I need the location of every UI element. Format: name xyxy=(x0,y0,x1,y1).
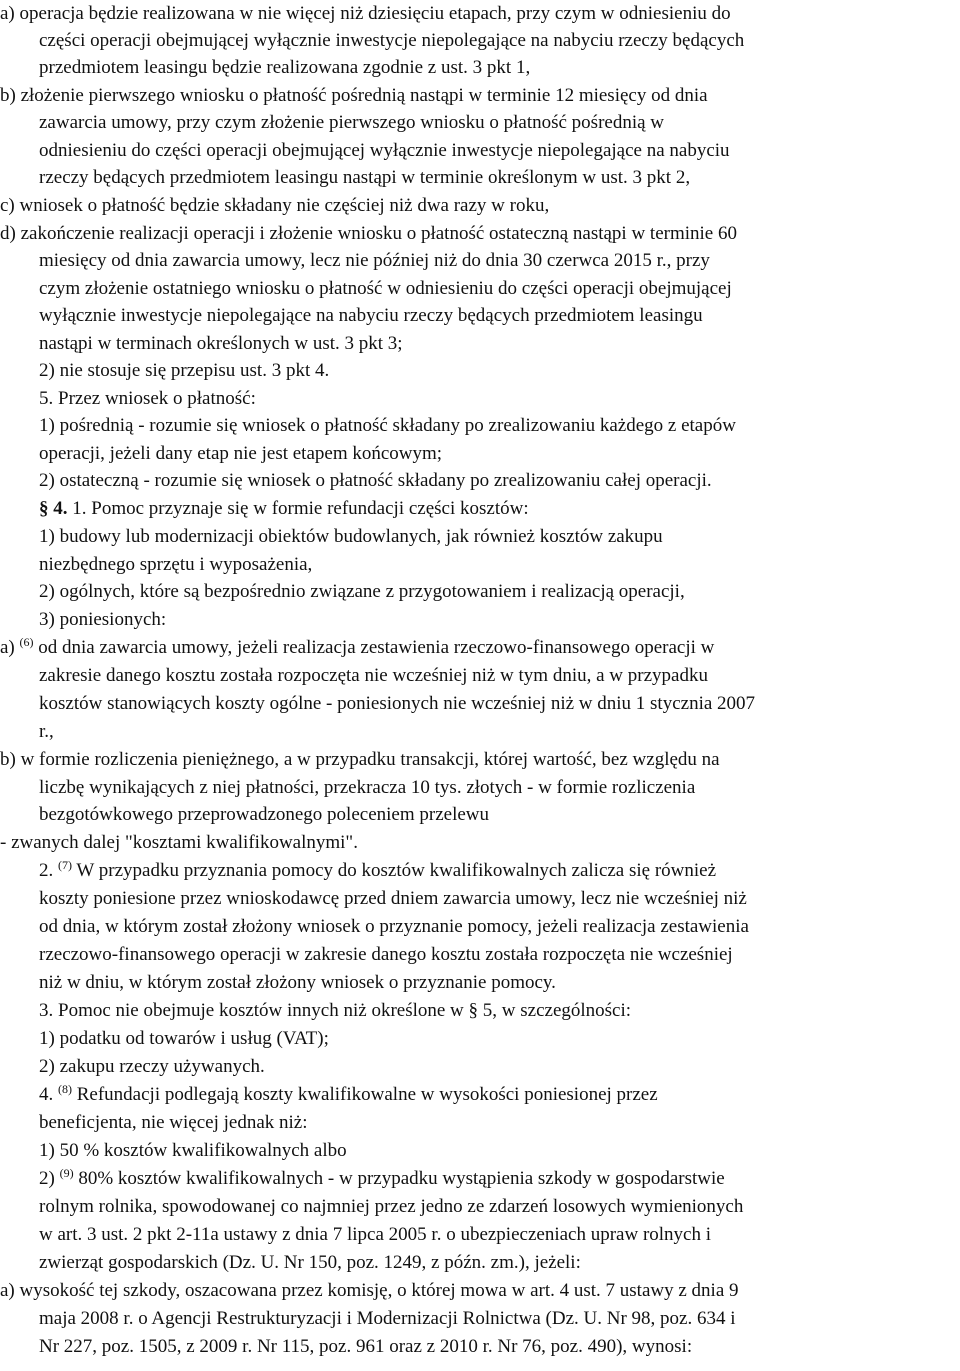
text-line: b) w formie rozliczenia pieniężnego, a w przypadku transakcji, której wartość, bez względu na xyxy=(0,749,720,770)
text-line: Nr 227, poz. 1505, z 2009 r. Nr 115, poz. 961 oraz z 2010 r. Nr 76, poz. 490), wynosi: xyxy=(39,1336,693,1357)
text-line: rolnym rolnika, spowodowanej co najmniej przez jedno ze zdarzeń losowych wymienionych xyxy=(39,1196,744,1217)
text-line: maja 2008 r. o Agencji Restrukturyzacji i Modernizacji Rolnictwa (Dz. U. Nr 98, poz. 634 i xyxy=(39,1308,736,1329)
text-line: zawarcia umowy, przy czym złożenie pierwszego wniosku o płatność pośrednią w xyxy=(39,112,665,133)
text-line: kosztów stanowiących koszty ogólne - poniesionych nie wcześniej niż w dniu 1 stycznia 2007 xyxy=(39,693,756,714)
text-line: d) zakończenie realizacji operacji i złożenie wniosku o płatność ostateczną nastąpi w terminie 60 xyxy=(0,223,737,244)
text-fragment: W przypadku przyznania pomocy do kosztów kwalifikowalnych zalicza się również xyxy=(76,860,717,881)
text-line: 2) ogólnych, które są bezpośrednio związane z przygotowaniem i realizacją operacji, xyxy=(39,581,685,602)
footnote-ref: (9) xyxy=(59,1166,74,1180)
text-line: 1) 50 % kosztów kwalifikowalnych albo xyxy=(39,1140,347,1161)
text-line: 1) podatku od towarów i usług (VAT); xyxy=(39,1028,329,1049)
text-line: 2) nie stosuje się przepisu ust. 3 pkt 4. xyxy=(39,360,330,381)
text-line xyxy=(39,495,529,523)
text-line: miesięcy od dnia zawarcia umowy, lecz nie później niż do dnia 30 czerwca 2015 r., przy xyxy=(39,250,710,271)
text-line: zwierząt gospodarskich (Dz. U. Nr 150, poz. 1249, z późn. zm.), jeżeli: xyxy=(39,1252,581,1273)
text-line: 1) budowy lub modernizacji obiektów budowlanych, jak również kosztów zakupu xyxy=(39,526,663,547)
item-marker: 4. xyxy=(39,1084,54,1105)
section-marker: § 4. xyxy=(39,498,68,519)
text-line: nastąpi w terminach określonych w ust. 3 pkt 3; xyxy=(39,333,403,354)
footnote-ref: (7) xyxy=(58,858,72,872)
item-marker: a) xyxy=(0,637,15,658)
text-line: rzeczy będących przedmiotem leasingu nastąpi w terminie określonym w ust. 3 pkt 2, xyxy=(39,167,691,188)
text-line: - zwanych dalej "kosztami kwalifikowalnymi". xyxy=(0,832,358,853)
text-line: 2) zakupu rzeczy używanych. xyxy=(39,1056,265,1077)
text-line: zakresie danego kosztu została rozpoczęta nie wcześniej niż w tym dniu, a w przypadku xyxy=(39,665,708,686)
text-fragment: Refundacji podlegają koszty kwalifikowalne w wysokości poniesionej przez xyxy=(76,1084,658,1105)
text-line: bezgotówkowego przeprowadzonego poleceniem przelewu xyxy=(39,804,490,825)
item-marker: 2. xyxy=(39,860,54,881)
text-line xyxy=(0,634,714,662)
text-line: części operacji obejmującej wyłącznie inwestycje niepolegające na nabyciu rzeczy będących xyxy=(39,30,745,51)
text-line: niż w dniu, w którym został złożony wniosek o przyznanie pomocy. xyxy=(39,972,556,993)
text-line: rzeczowo-finansowego operacji w zakresie danego kosztu została rozpoczęta nie wcześniej xyxy=(39,944,733,965)
text-line: 3. Pomoc nie obejmuje kosztów innych niż określone w § 5, w szczególności: xyxy=(39,1000,632,1021)
text-line: a) operacja będzie realizowana w nie więcej niż dziesięciu etapach, przy czym w odniesieniu do xyxy=(0,3,731,24)
text-line: wyłącznie inwestycje niepolegające na nabyciu rzeczy będących przedmiotem leasingu xyxy=(39,305,703,326)
text-line: koszty poniesione przez wnioskodawcę przed dniem zawarcia umowy, lecz nie wcześniej niż xyxy=(39,888,747,909)
text-line: odniesieniu do części operacji obejmującej wyłącznie inwestycje niepolegające na nabyciu xyxy=(39,140,730,161)
text-line xyxy=(39,1081,658,1109)
text-line: 1) pośrednią - rozumie się wniosek o płatność składany po zrealizowaniu każdego z etapów xyxy=(39,415,736,436)
text-line xyxy=(39,857,716,885)
text-line: przedmiotem leasingu będzie realizowana zgodnie z ust. 3 pkt 1, xyxy=(39,57,531,78)
text-line xyxy=(39,1165,725,1193)
text-line: beneficjenta, nie więcej jednak niż: xyxy=(39,1112,308,1133)
text-line: czym złożenie ostatniego wniosku o płatność w odniesieniu do części operacji obejmującej xyxy=(39,278,732,299)
text-line: operacji, jeżeli dany etap nie jest etapem końcowym; xyxy=(39,443,443,464)
text-line: liczbę wynikających z niej płatności, przekracza 10 tys. złotych - w formie rozliczenia xyxy=(39,777,696,798)
text-fragment: 1. Pomoc przyznaje się w formie refundacji części kosztów: xyxy=(72,498,529,519)
text-line: b) złożenie pierwszego wniosku o płatność pośrednią nastąpi w terminie 12 miesięcy od dnia xyxy=(0,85,708,106)
text-fragment: 80% kosztów kwalifikowalnych - w przypadku wystąpienia szkody w gospodarstwie xyxy=(78,1168,725,1189)
text-line: 2) ostateczną - rozumie się wniosek o płatność składany po zrealizowaniu całej operacji. xyxy=(39,470,712,491)
item-marker: 2) xyxy=(39,1168,55,1189)
text-line: w art. 3 ust. 2 pkt 2-11a ustawy z dnia 7 lipca 2005 r. o ubezpieczeniach upraw rolnych i xyxy=(39,1224,712,1245)
text-fragment: od dnia zawarcia umowy, jeżeli realizacja zestawienia rzeczowo-finansowego operacji w xyxy=(38,637,715,658)
text-line: r., xyxy=(39,721,54,742)
text-line: 3) poniesionych: xyxy=(39,609,167,630)
text-line: 5. Przez wniosek o płatność: xyxy=(39,388,256,409)
text-line: c) wniosek o płatność będzie składany nie częściej niż dwa razy w roku, xyxy=(0,195,550,216)
text-line: niezbędnego sprzętu i wyposażenia, xyxy=(39,554,313,575)
footnote-ref: (8) xyxy=(58,1082,72,1096)
text-line: a) wysokość tej szkody, oszacowana przez komisję, o której mowa w art. 4 ust. 7 ustawy z dnia 9 xyxy=(0,1280,739,1301)
footnote-ref: (6) xyxy=(19,635,34,649)
text-line: od dnia, w którym został złożony wniosek o przyznanie pomocy, jeżeli realizacja zestawienia xyxy=(39,916,749,937)
